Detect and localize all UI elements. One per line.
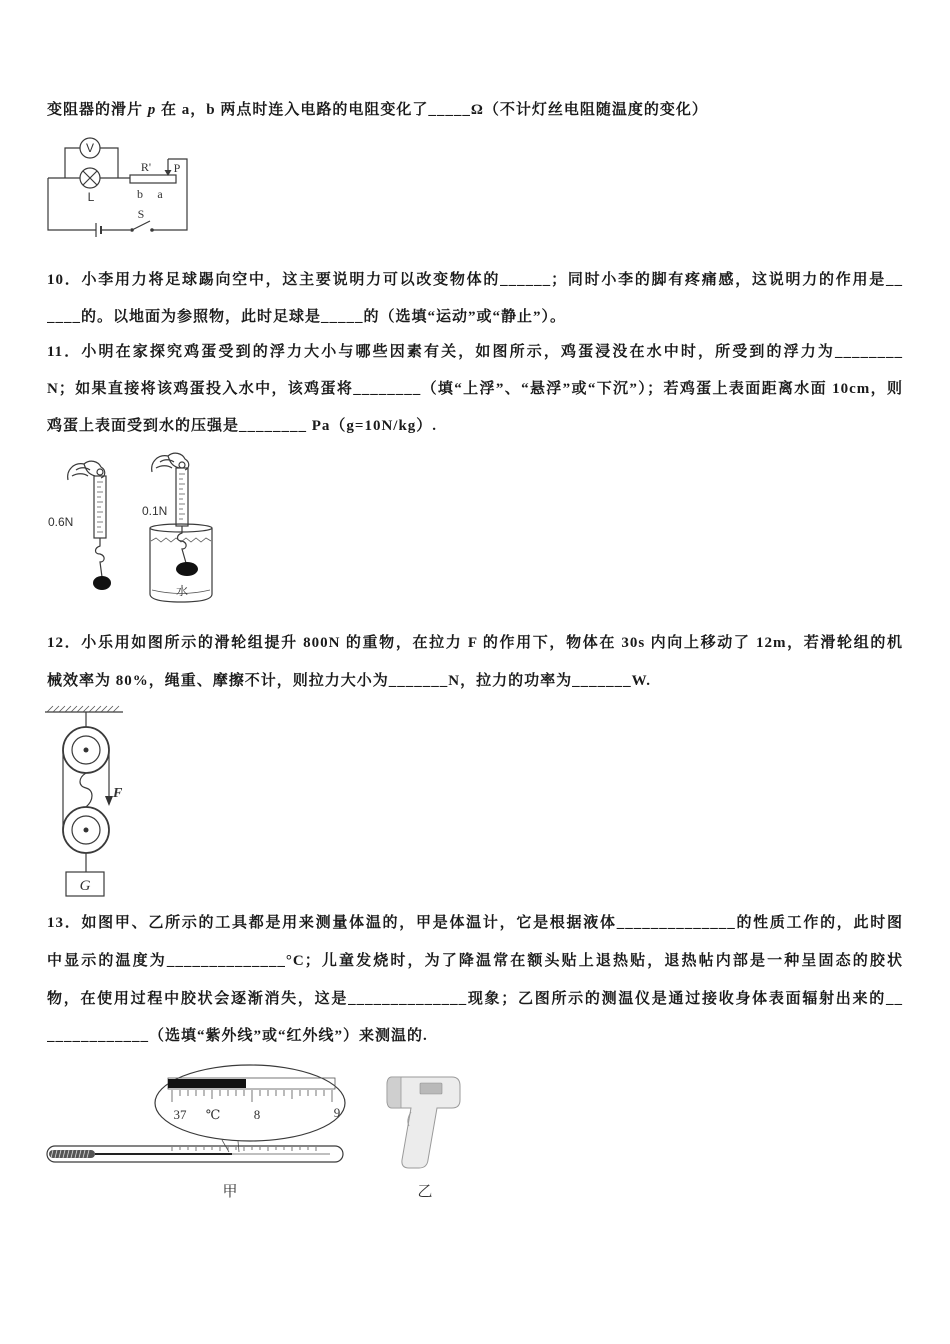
infrared-gun-trigger: [408, 1112, 411, 1126]
q9-text-suffix: 在 a，b 两点时连入电路的电阻变化了_____Ω（不计灯丝电阻随温度的变化）: [156, 102, 708, 118]
reading-in-water-label: 0.1N: [142, 504, 168, 518]
q13-line-4: ____________（选填“紫外线”或“红外线”）来测温的.: [47, 1028, 428, 1044]
water-surface: [151, 538, 211, 542]
scale-ring-right: [179, 462, 185, 468]
infrared-gun-nose: [387, 1077, 401, 1108]
switch-lever: [132, 221, 150, 230]
beaker-rim: [150, 524, 212, 532]
spring-scale-right-ticks: [179, 474, 185, 519]
clinical-thermometer-figure: [47, 1065, 345, 1200]
slider-label: P: [173, 161, 181, 175]
lamp-cross: [83, 171, 97, 185]
caption-clinical-thermometer: 甲: [222, 1184, 238, 1200]
load-label: G: [79, 878, 91, 894]
scale-hook-right: [178, 526, 187, 563]
force-arrow-head: [105, 796, 113, 806]
rheostat-end-b-label: b: [137, 187, 143, 201]
q9-tail-line: [47, 99, 903, 121]
infrared-gun-display: [420, 1083, 442, 1094]
load-box: [66, 872, 104, 896]
q13-line-3: 物，在使用过程中胶状会逐渐消失，这是______________现象；乙图所示的测温仪是通过接收身体表面辐射出来的__: [47, 991, 903, 1007]
force-label: F: [113, 786, 123, 801]
rope-middle: [80, 773, 92, 807]
infrared-thermometer-figure: [387, 1077, 460, 1200]
rheostat-body: [130, 175, 176, 183]
scale-label-celsius: ℃: [205, 1107, 221, 1122]
movable-pulley-outer: [63, 807, 109, 853]
pulley-figure: [45, 706, 123, 896]
spring-scale-left: [94, 476, 106, 538]
voltmeter-symbol: [80, 138, 100, 158]
magnified-scale-ticks: [172, 1090, 332, 1102]
rheostat-end-a-label: a: [157, 187, 163, 201]
switch-contact-left: [130, 228, 134, 232]
lamp-label: L: [87, 190, 95, 204]
magnifier-lens: [155, 1065, 345, 1141]
q10-line-1: 10．小李用力将足球踢向空中，这主要说明力可以改变物体的______；同时小李的脚有疼痛感，这说明力的作用是__: [47, 272, 903, 288]
circuit-wire-right: [152, 159, 187, 230]
egg-in-water: [176, 562, 198, 576]
spring-scale-right: [176, 468, 188, 526]
q11-line-3: 鸡蛋上表面受到水的压强是________ Pa（g=10N/kg）.: [47, 418, 438, 434]
spring-scale-left-ticks: [97, 482, 103, 532]
scale-ring-left: [97, 469, 103, 475]
scale-label-37: 37: [173, 1107, 187, 1122]
circuit-wire-left: [48, 178, 96, 230]
thermometer-bulb-hatch: [51, 1150, 89, 1158]
scale-hook-left: [96, 538, 105, 577]
q10-line-2: ____的。以地面为参照物，此时足球是_____的（选填“运动”或“静止”）。: [47, 309, 567, 325]
rheostat-label: R': [140, 160, 152, 174]
q11-line-1: 11．小明在家探究鸡蛋受到的浮力大小与哪些因素有关，如图所示，鸡蛋浸没在水中时，所受到的浮力为________: [47, 344, 903, 360]
switch-contact-right: [150, 228, 154, 232]
water-label: 水: [175, 584, 189, 598]
voltmeter-label: V: [85, 141, 95, 155]
lamp-symbol: [80, 168, 100, 188]
movable-pulley-axle: [84, 828, 89, 833]
infrared-gun-body: [387, 1077, 460, 1168]
switch-label: S: [137, 207, 145, 221]
beaker-body: [150, 528, 212, 602]
q13-line-1: 13．如图甲、乙所示的工具都是用来测量体温的，甲是体温计，它是根据液体______________的性质工作的，此时图: [47, 915, 903, 931]
egg-buoyancy-figure: [48, 453, 212, 602]
egg-in-air: [93, 576, 111, 590]
q12-line-1: 12．小乐用如图所示的滑轮组提升 800N 的重物，在拉力 F 的作用下，物体在 30s 内向上移动了 12m，若滑轮组的机: [47, 635, 903, 651]
q9-text-prefix: 变阻器的滑片: [47, 102, 148, 118]
q9-variable-p: p: [147, 102, 157, 118]
thermometer-body: [47, 1146, 343, 1162]
hand-left-icon: [68, 461, 105, 480]
magnified-mercury-column: [168, 1079, 246, 1088]
reading-in-air-label: 0.6N: [48, 515, 74, 529]
magnifier-pointer-lines: [222, 1140, 239, 1152]
circuit-diagram: [48, 138, 187, 237]
caption-infrared-thermometer: 乙: [417, 1184, 433, 1200]
fixed-pulley-outer: [63, 727, 109, 773]
scale-label-8: 8: [253, 1107, 261, 1122]
magnified-capillary: [168, 1078, 335, 1089]
beaker-bottom-inner: [152, 590, 210, 594]
fixed-pulley-axle: [84, 748, 89, 753]
voltmeter-branch: [65, 148, 118, 178]
q11-line-2: N；如果直接将该鸡蛋投入水中，该鸡蛋将________（填“上浮”、“悬浮”或“下沉”）；若鸡蛋上表面距离水面 10cm，则: [47, 381, 903, 397]
hand-right-icon: [152, 453, 189, 472]
scale-label-9: 9: [333, 1105, 341, 1120]
thermometer-scale-ticks: [172, 1147, 316, 1151]
movable-pulley-inner: [72, 816, 100, 844]
q13-line-2: 中显示的温度为______________°C；儿童发烧时，为了降温常在额头贴上退热贴，退热帖内部是一种呈固态的胶状: [47, 953, 903, 969]
thermometer-bulb: [49, 1150, 95, 1158]
fixed-pulley-inner: [72, 736, 100, 764]
slider-arrow-head: [165, 170, 172, 176]
ceiling-hatch: [47, 706, 119, 712]
q12-line-2: 械效率为 80%，绳重、摩擦不计，则拉力大小为_______N，拉力的功率为_______W.: [47, 673, 651, 689]
